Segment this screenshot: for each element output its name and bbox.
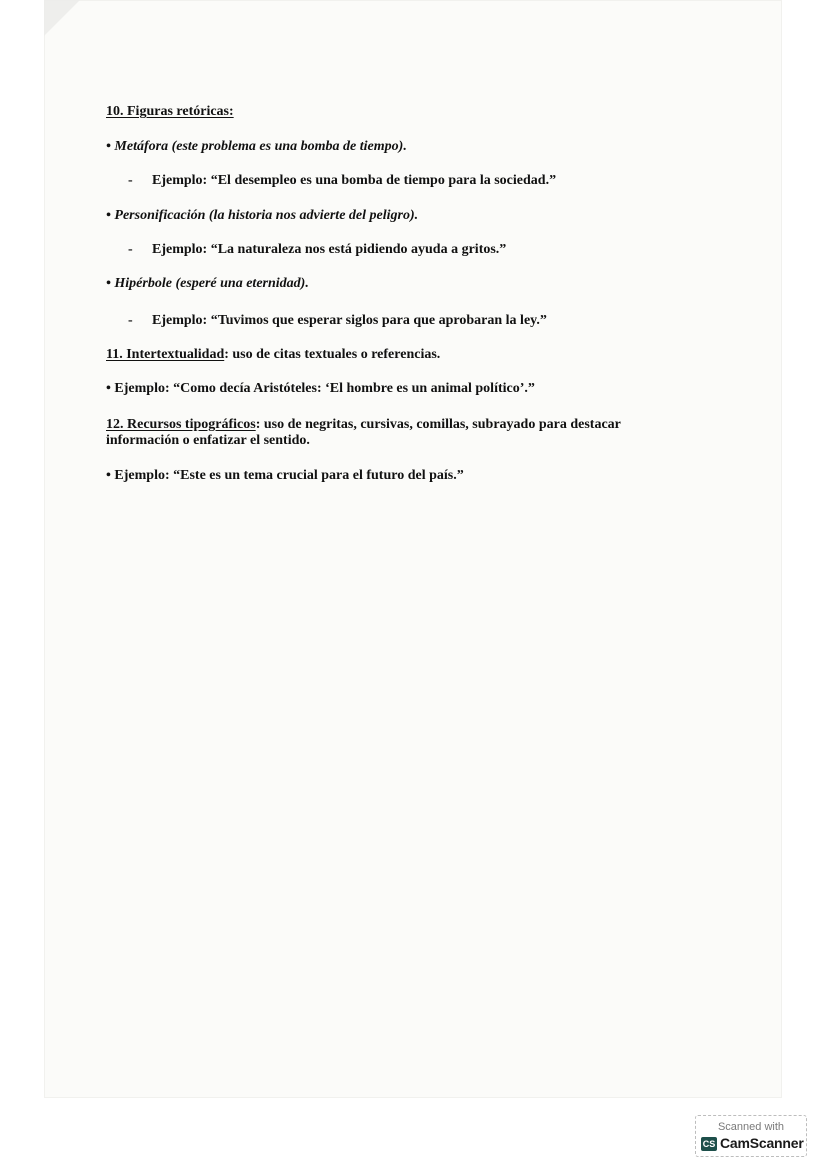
example-hyperbole: Ejemplo: “Tuvimos que esperar siglos para que aprobaran la ley.” [152, 313, 547, 328]
section-10-heading: 10. Figuras retóricas: [106, 104, 234, 119]
camscanner-watermark [695, 1115, 807, 1157]
section-11-line [106, 347, 440, 363]
camscanner-brand: CamScanner [720, 1135, 804, 1151]
example-personification-dash: - [128, 242, 133, 257]
example-hyperbole-dash: - [128, 313, 133, 328]
section-12-heading: 12. Recursos tipográficos [106, 417, 256, 432]
section-11-text: : uso de citas textuales o referencias. [224, 347, 441, 362]
bullet-metaphor: • Metáfora (este problema es una bomba de tiempo). [106, 139, 407, 154]
bullet-personification: • Personificación (la historia nos advierte del peligro). [106, 208, 419, 223]
example-metaphor-line [128, 173, 556, 189]
section-11-heading: 11. Intertextualidad [106, 347, 225, 362]
example-metaphor-dash: - [128, 173, 133, 188]
scanned-with-text: Scanned with [717, 1121, 785, 1133]
section-12-paragraph [106, 417, 666, 449]
camscanner-logo-icon: CS [702, 1139, 716, 1149]
bullet-hyperbole: • Hipérbole (esperé una eternidad). [106, 276, 309, 291]
section-12-text: : uso de negritas, cursivas, comillas, subrayado para destacar información o enfatizar el sentido. [106, 417, 621, 449]
example-metaphor: Ejemplo: “El desempleo es una bomba de tiempo para la sociedad.” [152, 173, 557, 188]
example-intertextuality: • Ejemplo: “Como decía Aristóteles: ‘El hombre es un animal político’.” [106, 381, 535, 396]
example-personification-line [128, 242, 506, 258]
example-personification: Ejemplo: “La naturaleza nos está pidiendo ayuda a gritos.” [152, 242, 507, 257]
document-page [44, 0, 782, 1098]
example-hyperbole-line [128, 313, 547, 329]
page-corner-fold [44, 0, 80, 36]
example-typography: • Ejemplo: “Este es un tema crucial para el futuro del país.” [106, 468, 464, 483]
